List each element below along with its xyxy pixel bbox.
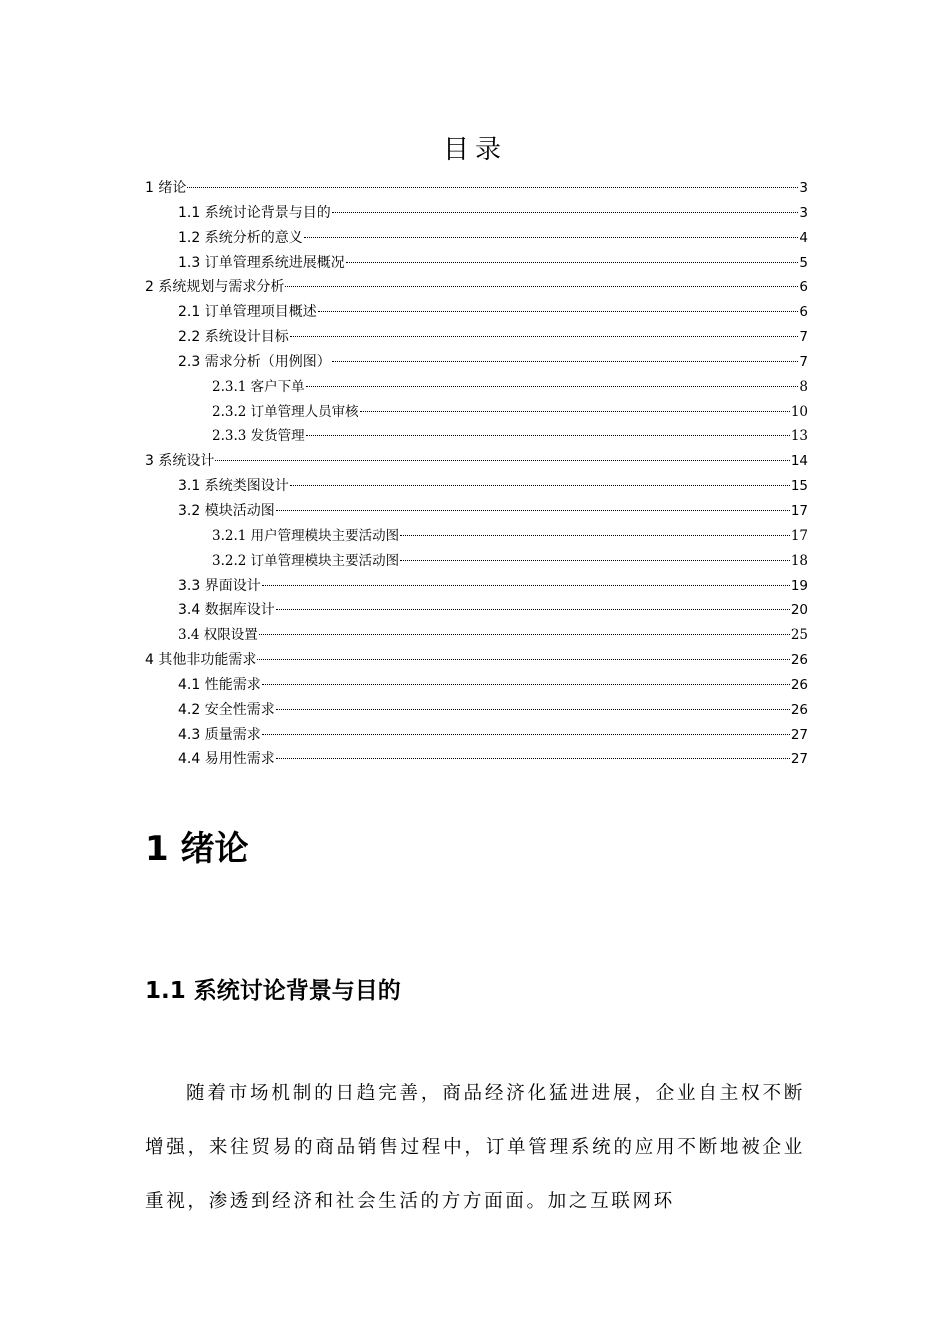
toc-entry-page: 13	[790, 428, 808, 445]
toc-entry-label: 3.4 权限设置	[178, 627, 258, 644]
toc-entry-label: 2.1 订单管理项目概述	[178, 304, 317, 321]
toc-entry[interactable]	[145, 400, 808, 425]
toc-entry[interactable]	[145, 226, 808, 251]
toc-entry-label: 2.3 需求分析（用例图）	[178, 353, 331, 370]
toc-entry[interactable]	[145, 499, 808, 524]
toc-entry-label: 2.3.1 客户下单	[212, 378, 305, 395]
toc-entry-label: 1 绪论	[145, 180, 187, 196]
toc-dot-leader	[332, 212, 799, 213]
toc-dot-leader	[400, 560, 790, 561]
toc-dot-leader	[400, 535, 790, 536]
toc-entry-page: 3	[799, 204, 808, 221]
toc-entry-page: 27	[790, 751, 808, 768]
toc-entry-label: 2.3.2 订单管理人员审核	[212, 403, 359, 420]
toc-dot-leader	[276, 709, 790, 710]
toc-entry[interactable]	[145, 524, 808, 549]
toc-entry-label: 1.3 订单管理系统进展概况	[178, 254, 345, 271]
toc-dot-leader	[306, 386, 799, 387]
toc-dot-leader	[304, 237, 799, 238]
toc-entry-label: 4.4 易用性需求	[178, 751, 275, 768]
toc-entry-page: 6	[799, 279, 808, 296]
toc-entry[interactable]	[145, 574, 808, 599]
toc-entry[interactable]	[145, 325, 808, 350]
toc-entry-page: 26	[790, 652, 808, 669]
toc-entry[interactable]	[145, 698, 808, 723]
toc-entry[interactable]	[145, 449, 808, 474]
toc-entry[interactable]	[145, 648, 808, 673]
toc-dot-leader	[306, 435, 790, 436]
toc-dot-leader	[262, 585, 790, 586]
toc-entry[interactable]	[145, 474, 808, 499]
toc-entry[interactable]	[145, 275, 808, 300]
toc-entry-page: 7	[799, 329, 808, 346]
toc-dot-leader	[318, 311, 799, 312]
toc-entry-label: 3.4 数据库设计	[178, 602, 275, 619]
chapter-heading: 1 绪论	[145, 829, 249, 869]
toc-entry-page: 17	[790, 502, 808, 519]
toc-entry-label: 3.1 系统类图设计	[178, 478, 289, 495]
table-of-contents	[145, 176, 808, 772]
toc-entry-label: 2.3.3 发货管理	[212, 428, 305, 445]
toc-entry-label: 4.3 质量需求	[178, 726, 261, 743]
toc-entry[interactable]	[145, 723, 808, 748]
section-heading: 1.1 系统讨论背景与目的	[145, 978, 401, 1004]
toc-entry-page: 26	[790, 676, 808, 693]
toc-dot-leader	[259, 634, 790, 635]
toc-entry-page: 4	[799, 229, 808, 246]
toc-entry-page: 17	[790, 527, 808, 544]
toc-entry-label: 2 系统规划与需求分析	[145, 279, 285, 296]
toc-entry-page: 18	[790, 552, 808, 569]
toc-entry[interactable]	[145, 300, 808, 325]
toc-entry-page: 7	[799, 353, 808, 370]
toc-entry-page: 10	[790, 403, 808, 420]
toc-dot-leader	[257, 659, 789, 660]
toc-dot-leader	[215, 460, 789, 461]
toc-entry-page: 15	[790, 478, 808, 495]
toc-entry[interactable]	[145, 673, 808, 698]
toc-dot-leader	[285, 286, 798, 287]
toc-entry-page: 27	[790, 726, 808, 743]
toc-entry[interactable]	[145, 350, 808, 375]
toc-dot-leader	[276, 609, 790, 610]
toc-entry-page: 20	[790, 602, 808, 619]
toc-dot-leader	[360, 411, 790, 412]
toc-entry-page: 19	[790, 577, 808, 594]
toc-dot-leader	[276, 758, 790, 759]
toc-entry-page: 14	[790, 453, 808, 470]
toc-dot-leader	[346, 262, 799, 263]
toc-dot-leader	[276, 510, 790, 511]
toc-entry-label: 1.2 系统分析的意义	[178, 229, 303, 246]
toc-entry[interactable]	[145, 424, 808, 449]
toc-dot-leader	[187, 187, 798, 188]
toc-entry-label: 4 其他非功能需求	[145, 652, 257, 669]
toc-dot-leader	[290, 485, 790, 486]
toc-entry-label: 3.2.1 用户管理模块主要活动图	[212, 527, 400, 544]
toc-dot-leader	[262, 734, 790, 735]
toc-entry-page: 25	[790, 627, 808, 644]
toc-entry-label: 4.1 性能需求	[178, 676, 261, 693]
toc-entry[interactable]	[145, 176, 808, 201]
toc-dot-leader	[262, 684, 790, 685]
toc-entry[interactable]	[145, 747, 808, 772]
toc-entry-label: 3.2 模块活动图	[178, 502, 275, 519]
toc-entry-page: 8	[799, 378, 808, 395]
toc-entry[interactable]	[145, 598, 808, 623]
toc-entry-label: 2.2 系统设计目标	[178, 329, 289, 346]
toc-entry-page: 6	[799, 304, 808, 321]
toc-entry[interactable]	[145, 251, 808, 276]
toc-entry-label: 3.2.2 订单管理模块主要活动图	[212, 552, 400, 569]
toc-entry-label: 4.2 安全性需求	[178, 701, 275, 718]
toc-entry-label: 3 系统设计	[145, 453, 215, 470]
toc-entry[interactable]	[145, 623, 808, 648]
toc-entry-page: 5	[799, 254, 808, 271]
toc-entry-page: 3	[799, 180, 808, 196]
toc-entry-page: 26	[790, 701, 808, 718]
toc-entry[interactable]	[145, 201, 808, 226]
toc-dot-leader	[290, 336, 799, 337]
body-paragraph: 随着市场机制的日趋完善，商品经济化猛进进展，企业自主权不断增强，来往贸易的商品销售过程中，订单管理系统的应用不断地被企业重视，渗透到经济和社会生活的方方面面。加之互联网环	[145, 1083, 805, 1212]
toc-entry[interactable]	[145, 549, 808, 574]
toc-entry-label: 3.3 界面设计	[178, 577, 261, 594]
toc-entry-label: 1.1 系统讨论背景与目的	[178, 204, 331, 221]
toc-title: 目录	[442, 135, 507, 165]
toc-entry[interactable]	[145, 375, 808, 400]
toc-dot-leader	[332, 361, 799, 362]
